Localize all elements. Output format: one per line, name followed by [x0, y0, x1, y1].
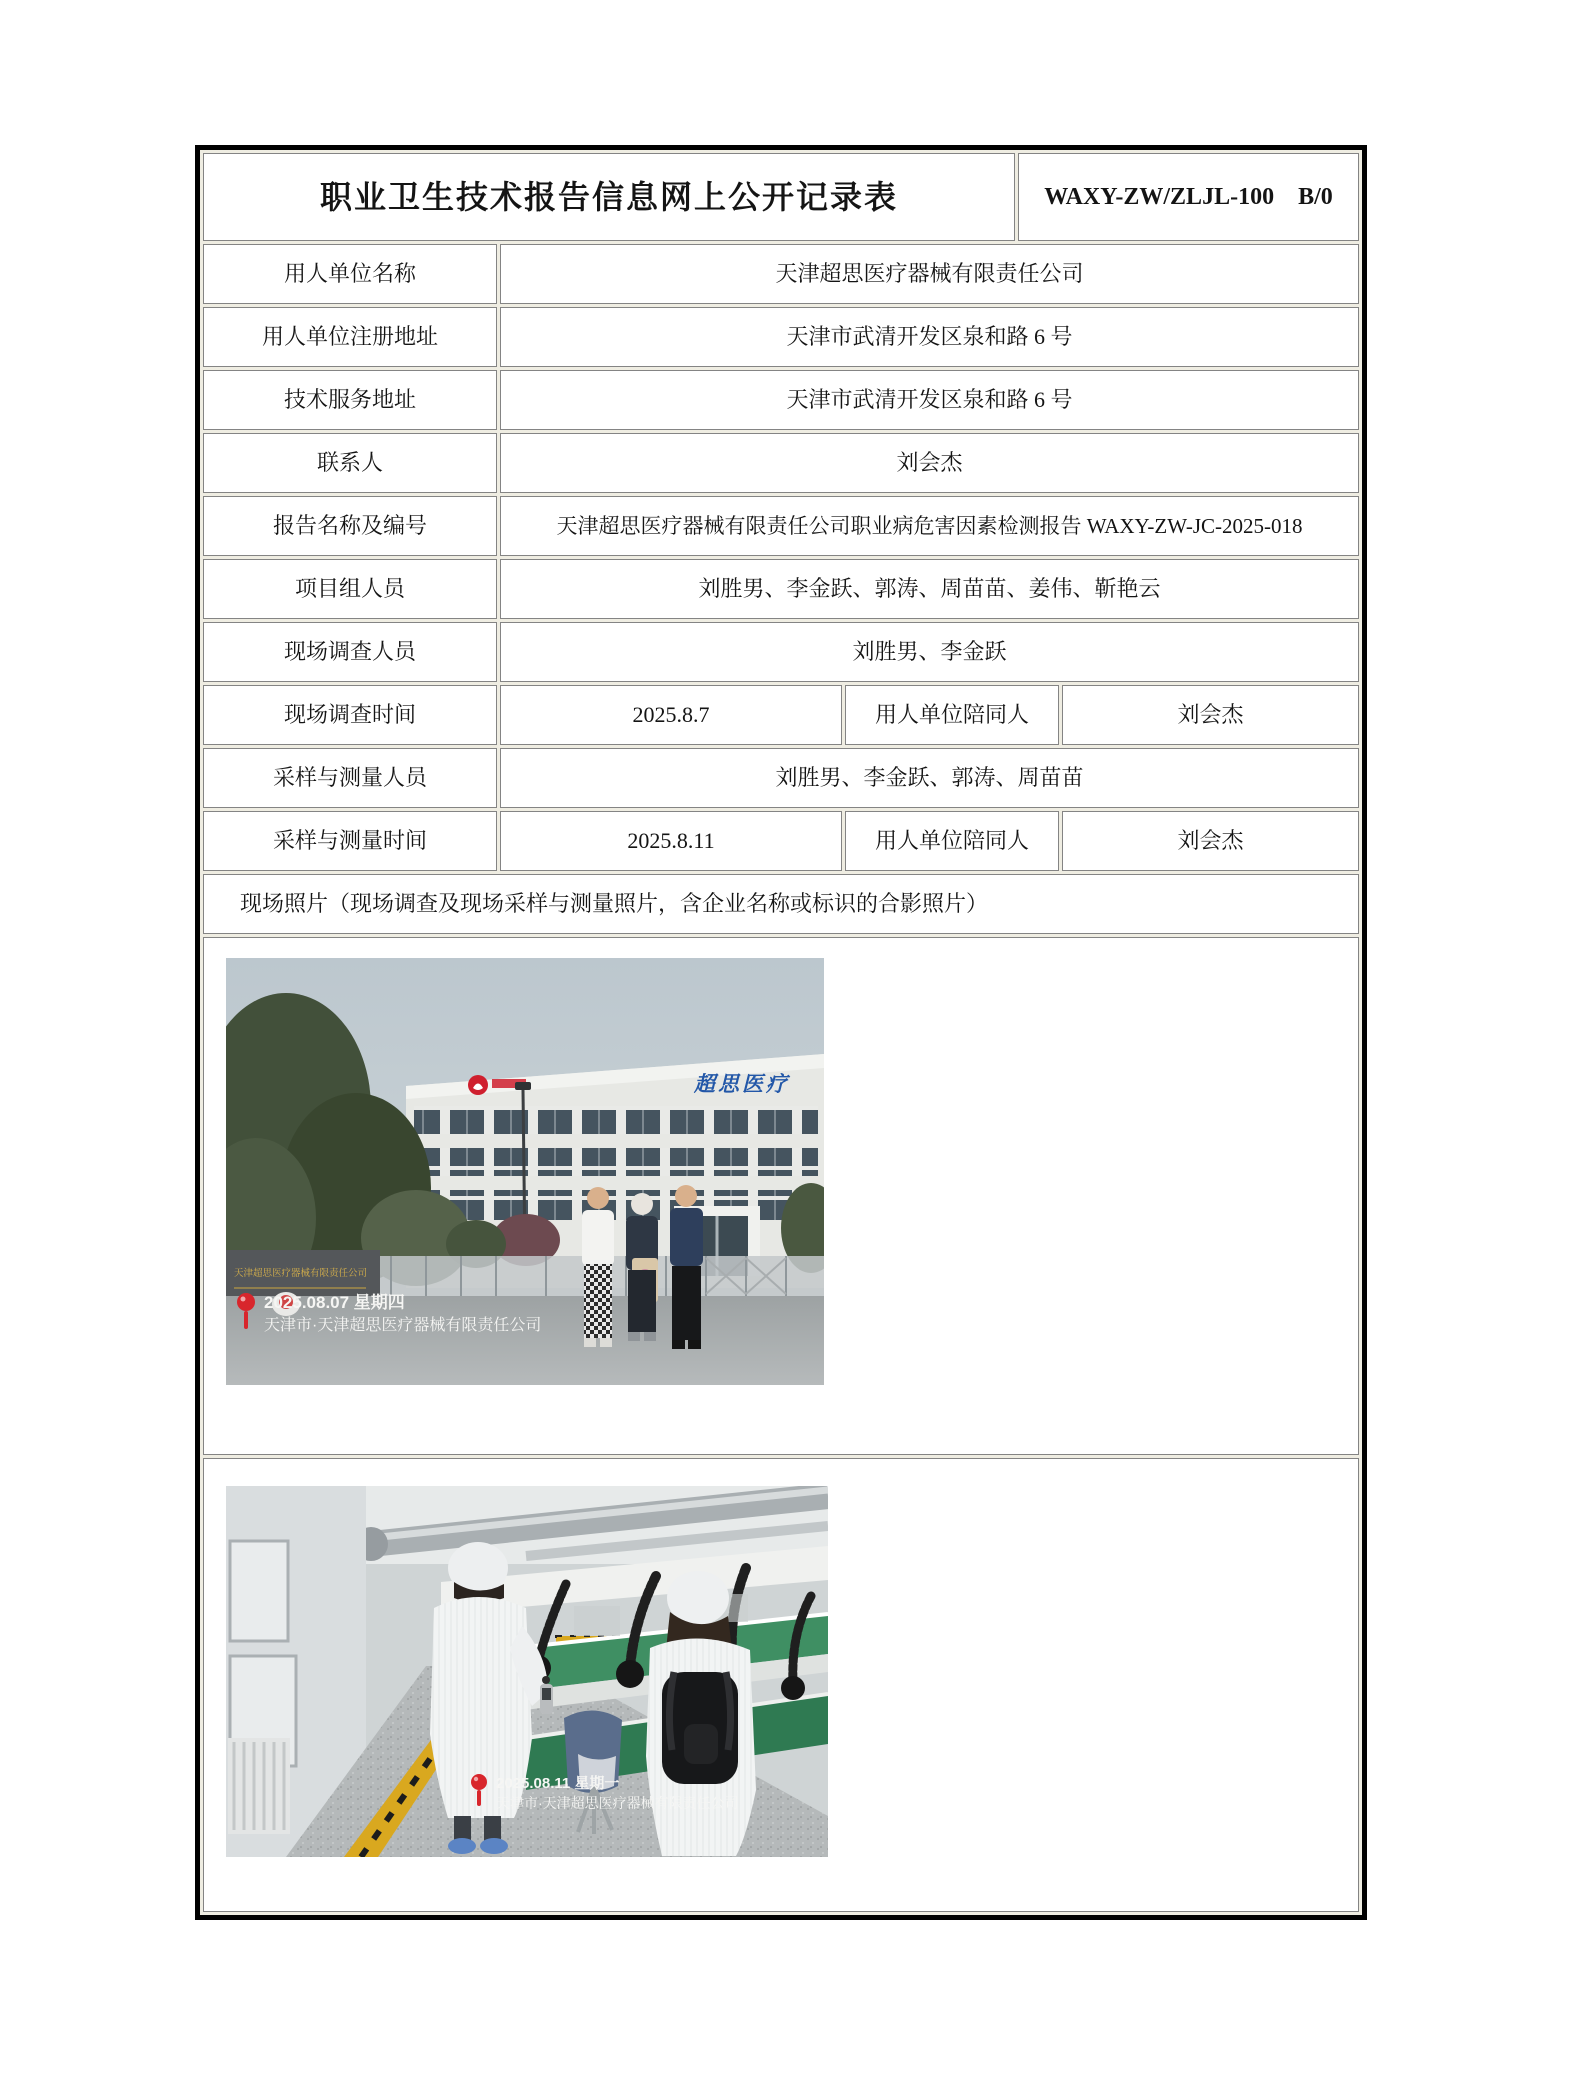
site-survey-photo: [226, 958, 824, 1385]
row-label-survey-personnel: 现场调查人员: [203, 622, 497, 682]
row-value-contact: 刘会杰: [500, 433, 1359, 493]
doc-number: WAXY-ZW/ZLJL-100 B/0: [1018, 153, 1359, 241]
building-sign: 超思医疗: [694, 1073, 790, 1096]
row-label-registered-address: 用人单位注册地址: [203, 307, 497, 367]
person-white-shirt: [582, 1187, 614, 1347]
row-label-sampling-time: 采样与测量时间: [203, 811, 497, 871]
person-navy-polo: [670, 1185, 703, 1349]
row-value-sampling-personnel: 刘胜男、李金跃、郭涛、周苗苗: [500, 748, 1359, 808]
table-row: [203, 244, 1359, 304]
sampling-measurement-photo: [226, 1486, 828, 1857]
accompanying-person-name: 刘会杰: [1062, 685, 1359, 745]
table-row-survey-time: [203, 685, 1359, 745]
table-row-sampling-time: [203, 811, 1359, 871]
accompanying-person-name-2: 刘会杰: [1062, 811, 1359, 871]
title-row: [203, 153, 1359, 241]
photo-cell-site-survey: [203, 937, 1359, 1455]
watermark-date: 2025.08.07 星期四: [264, 1293, 405, 1312]
watermark-date: 2025.08.11 星期一: [496, 1775, 620, 1792]
row-value-service-address: 天津市武清开发区泉和路 6 号: [500, 370, 1359, 430]
survey-date: 2025.8.7: [500, 685, 842, 745]
table-row: [203, 559, 1359, 619]
row-label-accompanying-person: 用人单位陪同人: [845, 685, 1059, 745]
row-label-contact: 联系人: [203, 433, 497, 493]
row-label-accompanying-person-2: 用人单位陪同人: [845, 811, 1059, 871]
row-label-report-name: 报告名称及编号: [203, 496, 497, 556]
row-value-project-team: 刘胜男、李金跃、郭涛、周苗苗、姜伟、靳艳云: [500, 559, 1359, 619]
row-label-project-team: 项目组人员: [203, 559, 497, 619]
photos-caption-row: [203, 874, 1359, 934]
watermark-location: 天津市·天津超思医疗器械有限责任公司: [496, 1795, 739, 1811]
table-row: [203, 370, 1359, 430]
row-label-employer-name: 用人单位名称: [203, 244, 497, 304]
row-label-survey-time: 现场调查时间: [203, 685, 497, 745]
row-value-employer-name: 天津超思医疗器械有限责任公司: [500, 244, 1359, 304]
table-row: [203, 433, 1359, 493]
record-form-table: [195, 145, 1367, 1920]
row-value-report-name: 天津超思医疗器械有限责任公司职业病危害因素检测报告 WAXY-ZW-JC-2025-018: [500, 496, 1359, 556]
row-value-survey-personnel: 刘胜男、李金跃: [500, 622, 1359, 682]
row-label-sampling-personnel: 采样与测量人员: [203, 748, 497, 808]
radiator: [228, 1738, 290, 1834]
sampling-date: 2025.8.11: [500, 811, 842, 871]
page-title: 职业卫生技术报告信息网上公开记录表: [203, 153, 1015, 241]
row-value-registered-address: 天津市武清开发区泉和路 6 号: [500, 307, 1359, 367]
photo-cell-sampling: [203, 1458, 1359, 1912]
backpack: [662, 1672, 738, 1784]
row-label-service-address: 技术服务地址: [203, 370, 497, 430]
photo-row-2: [203, 1458, 1359, 1912]
table-row: [203, 307, 1359, 367]
watermark-location: 天津市·天津超思医疗器械有限责任公司: [264, 1317, 542, 1334]
photos-caption: 现场照片（现场调查及现场采样与测量照片，含企业名称或标识的合影照片）: [203, 874, 1359, 934]
photo-row-1: [203, 937, 1359, 1455]
table-row: [203, 496, 1359, 556]
gate-sign-text: 天津超思医疗器械有限责任公司: [234, 1268, 368, 1279]
table-row: [203, 748, 1359, 808]
table-row: [203, 622, 1359, 682]
